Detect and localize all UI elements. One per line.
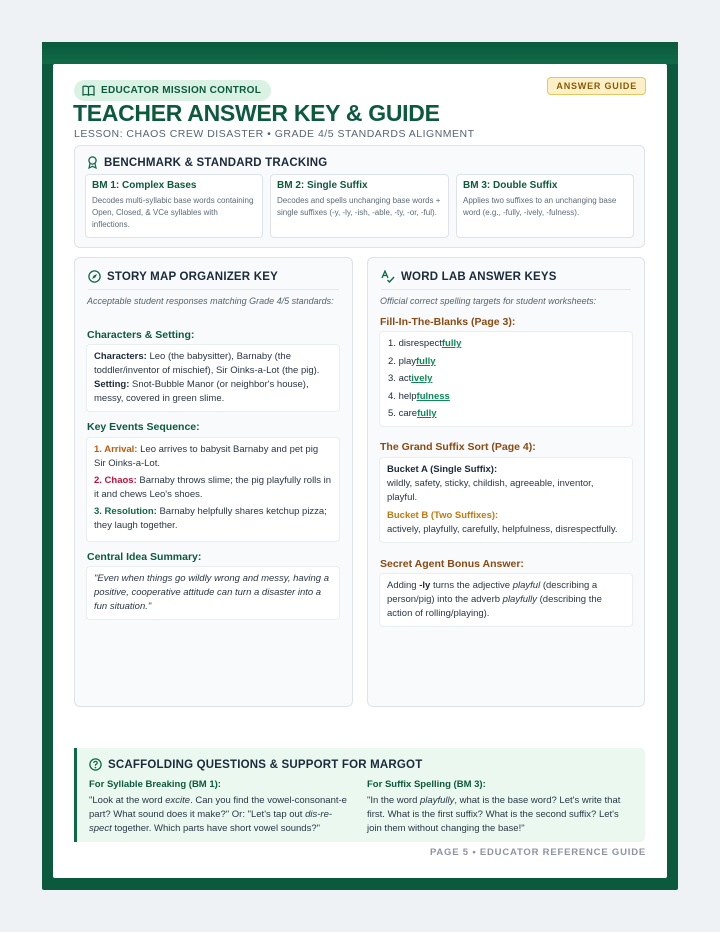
question-circle-icon bbox=[89, 758, 102, 771]
page-frame bbox=[42, 42, 678, 890]
pill-label: EDUCATOR MISSION CONTROL bbox=[101, 85, 262, 96]
central-idea-box: "Even when things go wildly wrong and messy, having a positive, cooperative attitude can turn a disaster into a fun situation." bbox=[87, 567, 339, 619]
benchmark-desc: Decodes and spells unchanging base words + single suffixes (-y, -ly, -ish, -able, -ty, -or, -ful). bbox=[277, 196, 441, 217]
sort-box bbox=[380, 458, 632, 542]
page-subtitle: LESSON: CHAOS CREW DISASTER • GRADE 4/5 STANDARDS ALIGNMENT bbox=[74, 128, 475, 140]
characters-box bbox=[87, 345, 339, 411]
bonus-label: Secret Agent Bonus Answer: bbox=[380, 558, 524, 570]
word-lab-heading-text: WORD LAB ANSWER KEYS bbox=[401, 270, 557, 283]
scaffolding-heading bbox=[89, 758, 422, 771]
fib-item: 1. disrespectfully bbox=[388, 338, 462, 349]
divider bbox=[88, 289, 339, 290]
story-map-heading-text: STORY MAP ORGANIZER KEY bbox=[107, 270, 278, 283]
fib-item: 2. playfully bbox=[388, 355, 436, 367]
top-band bbox=[42, 42, 678, 64]
event-item bbox=[94, 474, 332, 502]
events-label: Key Events Sequence: bbox=[87, 421, 200, 433]
suffix: fully bbox=[441, 338, 462, 349]
benchmark-item-2 bbox=[270, 174, 449, 238]
sort-label: The Grand Suffix Sort (Page 4): bbox=[380, 441, 536, 453]
characters-label: Characters & Setting: bbox=[87, 329, 195, 341]
ly-term: -ly bbox=[419, 580, 431, 591]
bucket-a-label: Bucket A (Single Suffix): bbox=[387, 464, 498, 475]
spellcheck-icon bbox=[381, 270, 395, 283]
divider bbox=[381, 289, 631, 290]
scaffolding-heading-text: SCAFFOLDING QUESTIONS & SUPPORT FOR MARGOT bbox=[108, 758, 423, 771]
event-key: 2. Chaos: bbox=[94, 475, 137, 486]
benchmark-item-1 bbox=[85, 174, 263, 238]
answer-guide-badge: ANSWER GUIDE bbox=[547, 77, 646, 95]
fib-item: 3. actively bbox=[388, 373, 433, 384]
event-key: 3. Resolution: bbox=[94, 506, 157, 517]
suffix: fulness bbox=[416, 390, 450, 402]
benchmark-heading bbox=[87, 156, 327, 169]
suffix: fully bbox=[416, 355, 436, 367]
page-sheet bbox=[53, 64, 667, 878]
benchmark-title: BM 3: Double Suffix bbox=[463, 180, 558, 191]
characters-key: Characters: bbox=[94, 351, 147, 362]
word-lab-note: Official correct spelling targets for student worksheets: bbox=[380, 296, 597, 306]
fib-label: Fill-In-The-Blanks (Page 3): bbox=[380, 316, 516, 328]
scaffolding-panel bbox=[74, 748, 645, 842]
benchmark-title: BM 1: Complex Bases bbox=[92, 180, 197, 191]
bucket-b-words: actively, playfully, carefully, helpfulness, disrespectfully. bbox=[387, 524, 618, 535]
bucket-a-words: wildly, safety, sticky, childish, agreeable, inventor, playful. bbox=[387, 478, 594, 503]
fib-box bbox=[380, 332, 632, 426]
event-text: Leo arrives to babysit Barnaby and pet pig Sir Oinks-a-Lot. bbox=[94, 444, 319, 469]
event-key: 1. Arrival: bbox=[94, 444, 138, 455]
syllable-label: For Syllable Breaking (BM 1): bbox=[89, 779, 221, 790]
mission-control-pill bbox=[74, 80, 271, 101]
benchmark-title: BM 2: Single Suffix bbox=[277, 180, 368, 191]
story-map-heading bbox=[88, 270, 278, 283]
story-map-card bbox=[74, 257, 353, 707]
page-title: TEACHER ANSWER KEY & GUIDE bbox=[73, 100, 440, 126]
open-book-icon bbox=[82, 85, 95, 96]
event-item bbox=[94, 505, 332, 533]
bucket-b-label: Bucket B (Two Suffixes): bbox=[387, 510, 499, 521]
benchmark-desc: Decodes multi-syllabic base words containing Open, Closed, & VCe syllables with inflections. bbox=[92, 196, 254, 229]
suffix-spelling-label: For Suffix Spelling (BM 3): bbox=[367, 779, 486, 790]
fib-item: 4. helpfulness bbox=[388, 390, 450, 402]
award-icon bbox=[87, 156, 98, 169]
fib-item: 5. carefully bbox=[388, 408, 437, 419]
benchmark-desc: Applies two suffixes to an unchanging base word (e.g., -fully, -ively, -fulness). bbox=[463, 196, 617, 217]
suffix-spelling-text: "In the word playfully, what is the base word? Let's write that first. What is the first suffix? What is the second suffix? Let's join them without changing the base!" bbox=[367, 795, 621, 834]
suffix: fully bbox=[417, 408, 437, 419]
bonus-box: Adding -ly turns the adjective playful (describing a person/pig) into the adverb playfully (describing the action of rolling/playing). bbox=[380, 574, 632, 626]
story-map-note: Acceptable student responses matching Grade 4/5 standards: bbox=[87, 296, 334, 306]
event-item bbox=[94, 443, 332, 471]
suffix: ively bbox=[411, 373, 433, 384]
central-idea-label: Central Idea Summary: bbox=[87, 551, 202, 563]
page-footer: PAGE 5 • EDUCATOR REFERENCE GUIDE bbox=[429, 847, 646, 858]
compass-icon bbox=[88, 270, 101, 283]
setting-key: Setting: bbox=[94, 379, 130, 390]
events-box bbox=[87, 438, 339, 541]
event-text: Barnaby throws slime; the pig playfully rolls in it and chews Leo's shoes. bbox=[94, 475, 332, 500]
setting-text: Snot-Bubble Manor (or neighbor's house), messy, covered in green slime. bbox=[94, 379, 309, 404]
characters-text: Leo (the babysitter), Barnaby (the toddler/inventor of mischief), Sir Oinks-a-Lot (the pig). bbox=[94, 351, 320, 376]
word-lab-card bbox=[367, 257, 645, 707]
benchmark-heading-text: BENCHMARK & STANDARD TRACKING bbox=[104, 156, 328, 169]
syllable-text: "Look at the word excite. Can you find the vowel-consonant-e part? What sound does it make?" Or: "Let's tap out dis-re-spect together. Which parts have short vowel sounds?" bbox=[89, 795, 347, 834]
word-lab-heading bbox=[381, 270, 557, 283]
benchmark-item-3 bbox=[456, 174, 634, 238]
benchmark-card bbox=[74, 145, 645, 248]
event-text: Barnaby helpfully shares ketchup pizza; they laugh together. bbox=[94, 506, 327, 531]
